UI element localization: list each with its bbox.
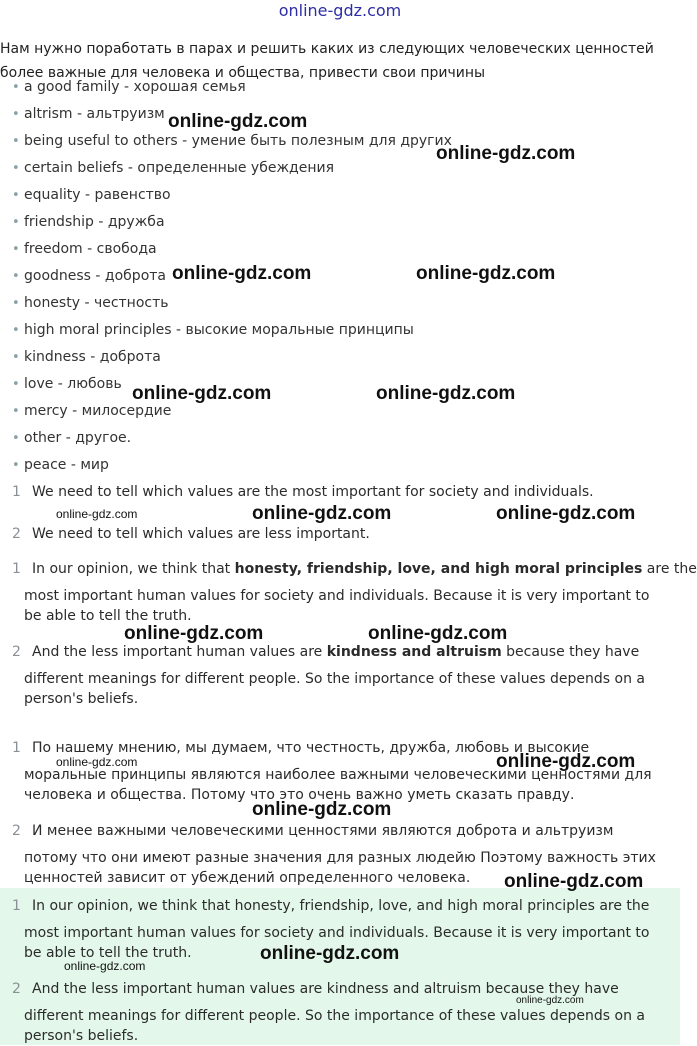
bullet-icon: •	[12, 134, 20, 149]
watermark: online-gdz.com	[416, 263, 556, 284]
bullet-icon: •	[12, 296, 20, 311]
watermark: online-gdz.com	[260, 943, 400, 964]
list-item: • certain beliefs - определенные убеждения	[12, 158, 672, 179]
bullet-icon: •	[12, 107, 20, 122]
bullet-icon: •	[12, 215, 20, 230]
list-item: • kindness - доброта	[12, 347, 672, 368]
answer-en-paragraph-2: 2 And the less important human values are kindness and altruism because they have different meanings for different people. So the importance of these values depends on a person's beliefs.	[12, 644, 645, 707]
bullet-icon: •	[12, 458, 20, 473]
task-item: 2 We need to tell which values are less important.	[12, 526, 370, 542]
bullet-icon: •	[12, 323, 20, 338]
watermark: online-gdz.com	[436, 143, 576, 164]
bullet-icon: •	[12, 80, 20, 95]
watermark: online-gdz.com	[252, 503, 392, 524]
answer-en-highlight: kindness and altruism	[326, 644, 502, 660]
list-item: • high moral principles - высокие моральные принципы	[12, 320, 672, 341]
task-item: 1 We need to tell which values are the most important for society and individuals.	[12, 484, 594, 500]
list-item: • being useful to others - умение быть полезным для других	[12, 131, 672, 152]
list-item: • equality - равенство	[12, 185, 672, 206]
bullet-icon: •	[12, 404, 20, 419]
answer-ru-paragraph-1: 1 По нашему мнению, мы думаем, что честность, дружба, любовь и высокие моральные принципы являются наиболее важными человеческими ценностями для человека и общества. Потому что это очень важно уметь сказать правду.	[12, 740, 652, 803]
watermark: online-gdz.com	[56, 507, 138, 521]
list-item: • mercy - милосердие	[12, 401, 672, 422]
answer-en-highlight: honesty, friendship, love, and high moral principles	[234, 561, 643, 577]
intro-line-2: более важные для человека и общества, привести свои причины	[0, 65, 486, 81]
intro-text	[0, 36, 676, 81]
answer-box-paragraph-2: 2 And the less important human values are kindness and altruism because they have different meanings for different people. So the importance of these values depends on a person's beliefs.	[12, 981, 645, 1044]
watermark: online-gdz.com	[368, 623, 508, 644]
header-watermark: online-gdz.com	[278, 1, 402, 20]
watermark: online-gdz.com	[124, 623, 264, 644]
watermark: online-gdz.com	[496, 751, 636, 772]
list-item: • a good family - хорошая семья	[12, 77, 672, 98]
watermark: online-gdz.com	[496, 503, 636, 524]
answer-box-paragraph-1: 1 In our opinion, we think that honesty, friendship, love, and high moral principles are the most important human values for society and individuals. Because it is very important to be able to tell the truth.	[12, 898, 650, 961]
watermark: online-gdz.com	[172, 263, 312, 284]
watermark: online-gdz.com	[516, 995, 584, 1006]
watermark: online-gdz.com	[252, 799, 392, 820]
list-item: • love - любовь	[12, 374, 672, 395]
list-item: • altrism - альтруизм	[12, 104, 672, 125]
list-item: • freedom - свобода	[12, 239, 672, 260]
intro-line-1: Нам нужно поработать в парах и решить каких из следующих человеческих ценностей	[0, 41, 654, 57]
list-item: • other - другое.	[12, 428, 672, 449]
bullet-icon: •	[12, 161, 20, 176]
bullet-icon: •	[12, 350, 20, 365]
bullet-icon: •	[12, 431, 20, 446]
watermark: online-gdz.com	[132, 383, 272, 404]
answer-ru-paragraph-2: 2 И менее важными человеческими ценностями являются доброта и альтруизм потому что они имеют разные значения для разных людейю Поэтому важность этих ценностей зависит от убеждений определенного человека.	[12, 823, 656, 886]
bullet-icon: •	[12, 188, 20, 203]
list-item: • goodness - доброта	[12, 266, 672, 287]
bullet-icon: •	[12, 242, 20, 257]
watermark: online-gdz.com	[504, 871, 644, 892]
watermark: online-gdz.com	[64, 959, 146, 973]
list-item: • honesty - честность	[12, 293, 672, 314]
watermark: online-gdz.com	[168, 111, 308, 132]
answer-en-paragraph-1: 1 In our opinion, we think that honesty, friendship, love, and high moral principles are the most important human values for society and individuals. Because it is very important to be able to tell the truth.	[12, 561, 697, 624]
list-item: • friendship - дружба	[12, 212, 672, 233]
bullet-icon: •	[12, 269, 20, 284]
bullet-icon: •	[12, 377, 20, 392]
watermark: online-gdz.com	[56, 755, 138, 769]
list-item: • peace - мир	[12, 455, 672, 476]
watermark: online-gdz.com	[376, 383, 516, 404]
